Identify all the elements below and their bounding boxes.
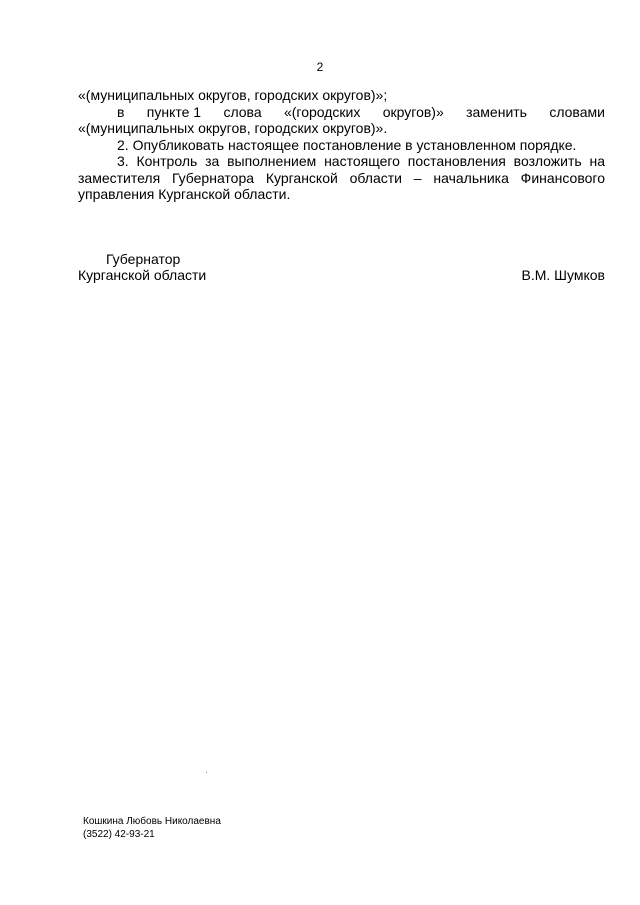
body-line-2-word: пункте 1 — [146, 103, 202, 120]
executor-info — [83, 816, 221, 841]
body-line-2-word: округов)» — [382, 103, 444, 120]
signatory-title-line-2: Курганской области — [78, 267, 207, 283]
paragraph-item-2: 2. Опубликовать настоящее постановление в установленном порядке. — [117, 136, 577, 153]
body-line-2-word: заменить — [466, 103, 527, 120]
body-line-2-word: словами — [549, 103, 605, 120]
executor-phone: (3522) 42-93-21 — [83, 828, 155, 840]
signatory-title-line-1: Губернатор — [106, 251, 181, 267]
body-line-3: «(муниципальных округов, городских округов)». — [78, 120, 388, 136]
scan-speck — [206, 772, 207, 773]
page-number: 2 — [316, 60, 324, 74]
executor-name: Кошкина Любовь Николаевна — [83, 816, 221, 827]
body-line-1: «(муниципальных округов, городских округов)»; — [78, 87, 388, 103]
paragraph-item-3: 3. Контроль за выполнением настоящего постановления возложить на заместителя Губернатора Курганской области – начальника Финансового управления Курганской области. — [78, 153, 605, 202]
body-line-2 — [78, 104, 605, 121]
body-line-2-word: в — [117, 103, 125, 120]
signatory-name: В.М. Шумков — [521, 267, 605, 283]
document-body — [78, 87, 605, 203]
body-line-2-word: «(городских — [283, 103, 361, 120]
body-line-2-word: слова — [223, 103, 262, 120]
